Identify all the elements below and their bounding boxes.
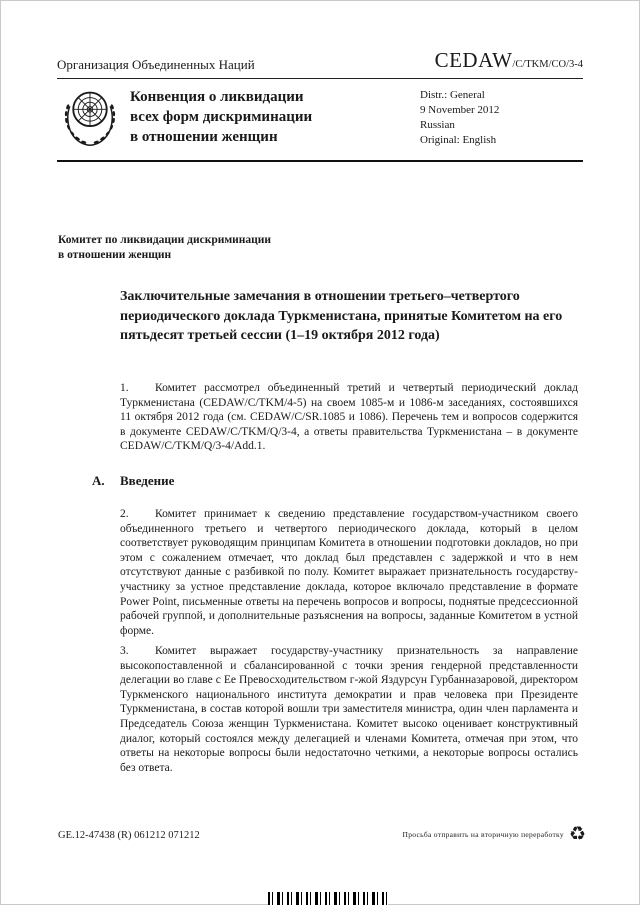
document-symbol-suffix: /C/TKM/CO/3-4 (512, 59, 583, 70)
un-emblem-svg (59, 85, 121, 151)
document-symbol (435, 48, 583, 73)
convention-title-line-3: в отношении женщин (130, 129, 278, 145)
paragraph-2-number: 2. (120, 508, 129, 520)
distr-line: Distr.: General (420, 89, 485, 101)
section-a-heading (92, 473, 174, 489)
committee-name-line-1: Комитет по ликвидации дискриминации (58, 234, 272, 246)
paragraph-3-text: Комитет выражает государству-участнику признательность за направление высокопоставленной и сбалансированной с точки зрения гендерной представленности делегации во главе с Ее Превосходительством г-жой Яздурсун Гурбанназаровой, директором Туркменского национального института демократии и прав человека при Президенте Туркменистана, в состав которой вошли три заместителя министра, один член парламента и Председатель Союза женщин Туркменистана. Комитет высоко оценивает конструктивный диалог, который состоялся между делегацией и членами Комитета, отмечая при этом, что ответы на некоторые вопросы были недостаточно четкими, а некоторые вопросы остались без ответа. (120, 645, 578, 774)
recycle-note-text: Просьба отправить на вторичную переработку (402, 830, 564, 839)
header-divider-thick (57, 160, 583, 162)
barcode (268, 892, 388, 905)
recycle-icon: ♻ (568, 823, 586, 845)
document-title: Заключительные замечания в отношении третьего–четвертого периодического доклада Туркменистана, принятые Комитетом на его пятьдесят третьей сессии (1–19 октября 2012 года) (120, 289, 563, 343)
original-language-line: Original: English (420, 134, 497, 146)
paragraph-3-number: 3. (120, 645, 129, 657)
section-a-label: A. (92, 473, 105, 488)
committee-name (58, 233, 271, 263)
convention-title (130, 87, 312, 147)
committee-name-line-2: в отношении женщин (58, 249, 172, 261)
un-org-name: Организация Объединенных Наций (57, 57, 255, 72)
document-symbol-main: CEDAW (434, 48, 513, 72)
paragraph-1 (120, 381, 578, 454)
paragraph-1-number: 1. (120, 382, 129, 394)
paragraph-1-text: Комитет рассмотрел объединенный третий и четвертый периодический доклад Туркменистана (CEDAW/C/TKM/4-5) на своем 1085-м и 1086-м заседаниях, состоявшихся 11 октября 2012 года (см. CEDAW/C/SR.1085 и 1086). Перечень тем и вопросов содержится в документе CEDAW/C/TKM/Q/3-4, а ответы правительства Туркменистана – в документе CEDAW/C/TKM/Q/3-4/Add.1. (120, 382, 578, 453)
paragraph-3 (120, 644, 578, 775)
distribution-info (420, 88, 499, 148)
section-a-title: Введение (120, 473, 175, 488)
date-line: 9 November 2012 (420, 104, 500, 116)
footer-reference: GE.12-47438 (R) 061212 071212 (58, 830, 200, 841)
paragraph-2 (120, 507, 578, 638)
un-emblem-icon (59, 85, 121, 151)
convention-title-line-2: всех форм дискриминации (130, 109, 313, 125)
language-line: Russian (420, 119, 455, 131)
paragraph-2-text: Комитет принимает к сведению представление государством-участником своего объединенного третьего и четвертого периодического доклада, который в целом соответствует руководящим принципам Комитета в отношении подготовки докладов, но при этом с сожалением отмечает, что доклад был представлен с задержкой и что в нем отсутствуют данные с разбивкой по полу. Комитет выражает признательность государству-участнику за устное представление доклада, которое включало представление в формате Power Point, письменные ответы на перечень вопросов и вопросы, поднятые предсессионной рабочей группой, и дополнительные разъяснения на вопросы, заданные Комитетом в устной форме. (120, 508, 578, 637)
header-divider-thin (57, 78, 583, 79)
convention-title-line-1: Конвенция о ликвидации (130, 89, 304, 105)
recycle-note (403, 825, 586, 844)
